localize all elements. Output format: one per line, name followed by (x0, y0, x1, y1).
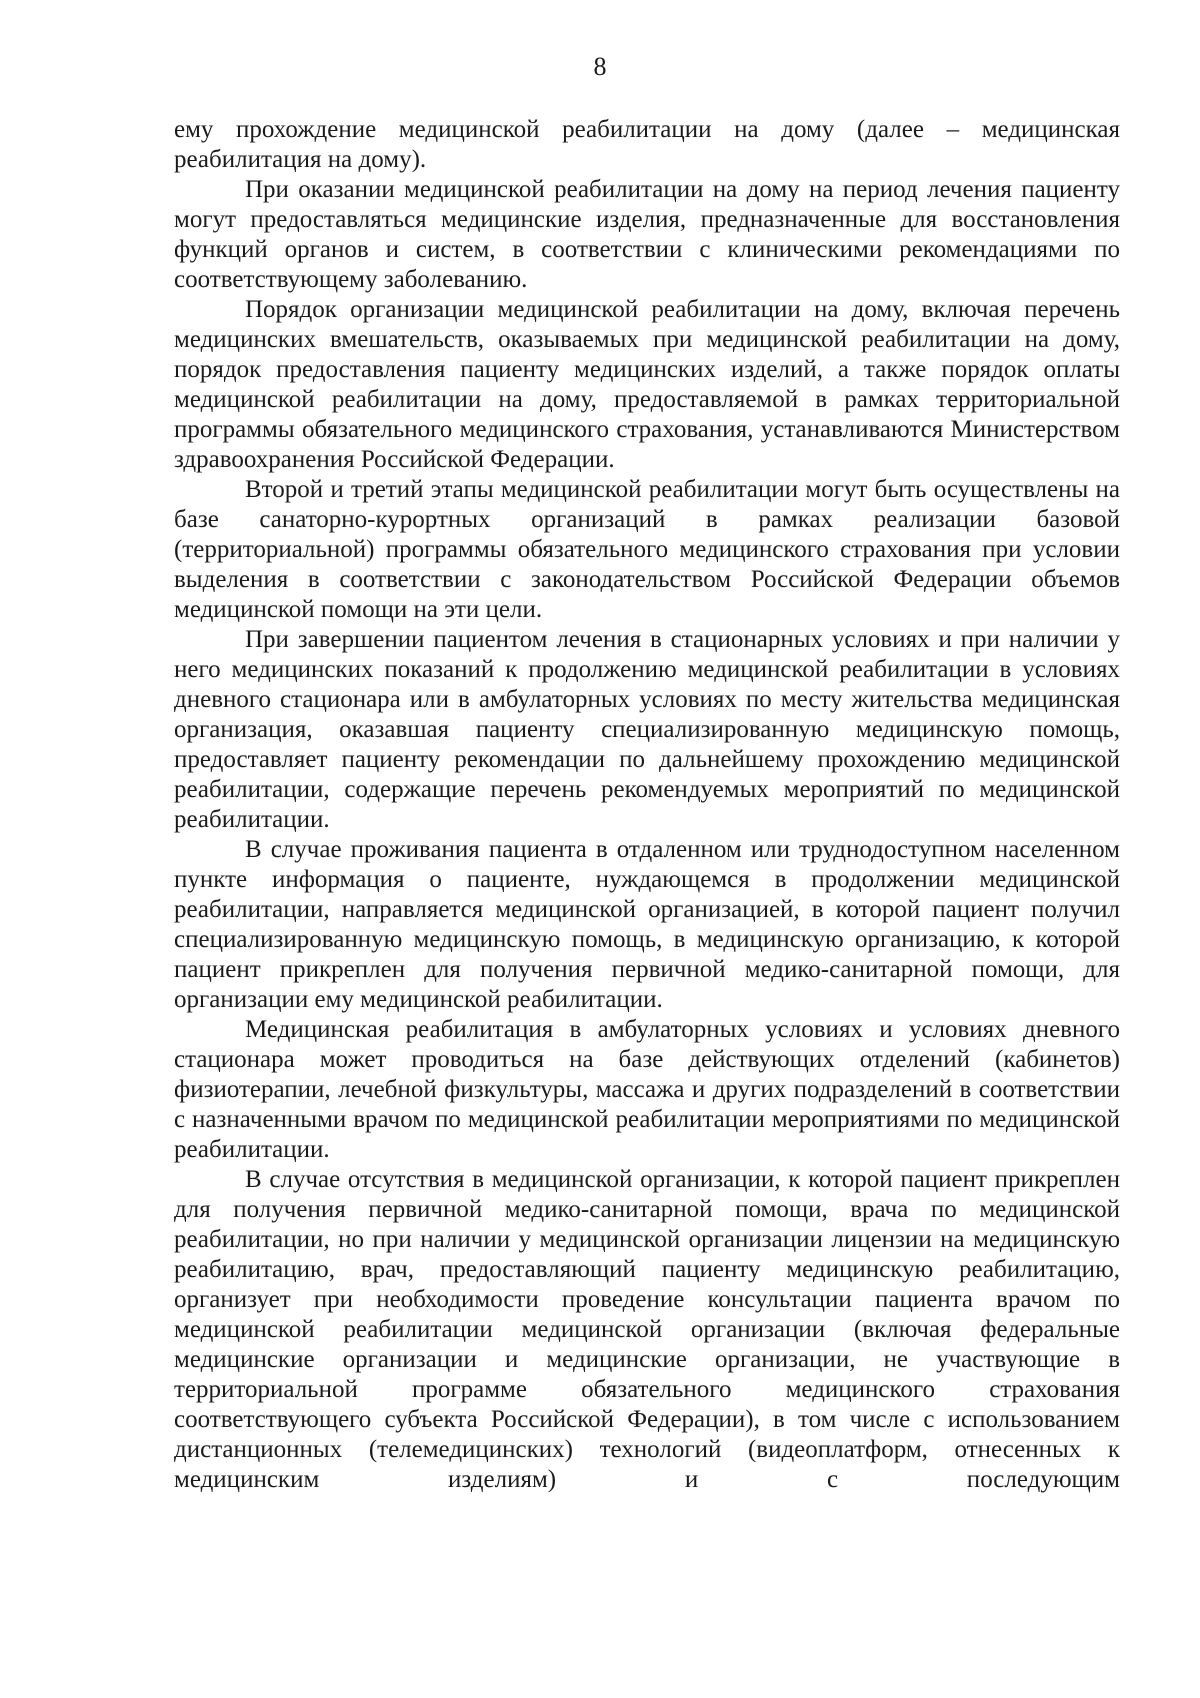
paragraph-sanatorium-stages: Второй и третий этапы медицинской реабилитации могут быть осуществлены на базе санаторно-курортных организаций в рамках реализации базовой (территориальной) программы обязательного медицинского страхования при условии выделения в соответствии с законодательством Российской Федерации объемов медицинской помощи на эти цели. (174, 476, 1120, 623)
paragraph-remote-settlement: В случае проживания пациента в отдаленном или труднодоступном населенном пункте информация о пациенте, нуждающемся в продолжении медицинской реабилитации, направляется медицинской организацией, в которой пациент получил специализированную медицинскую помощь, в медицинскую организацию, к которой пациент прикреплен для получения первичной медико-санитарной помощи, для организации ему медицинской реабилитации. (174, 836, 1120, 1013)
document-body (174, 115, 1120, 1495)
paragraph-outpatient-rehab: Медицинская реабилитация в амбулаторных условиях и условиях дневного стационара может проводиться на базе действующих отделений (кабинетов) физиотерапии, лечебной физкультуры, массажа и других подразделений в соответствии с назначенными врачом по медицинской реабилитации мероприятиями по медицинской реабилитации. (174, 1016, 1120, 1163)
paragraph-medical-devices: При оказании медицинской реабилитации на дому на период лечения пациенту могут предоставляться медицинские изделия, предназначенные для восстановления функций органов и систем, в соответствии с клиническими рекомендациями по соответствующему заболеванию. (174, 176, 1120, 293)
paragraph-discharge-recommendations: При завершении пациентом лечения в стационарных условиях и при наличии у него медицинских показаний к продолжению медицинской реабилитации в условиях дневного стационара или в амбулаторных условиях по месту жительства медицинская организация, оказавшая пациенту специализированную медицинскую помощь, предоставляет пациенту рекомендации по дальнейшему прохождению медицинской реабилитации, содержащие перечень рекомендуемых мероприятий по медицинской реабилитации. (174, 626, 1120, 833)
paragraph-telemedicine-consultation: В случае отсутствия в медицинской организации, к которой пациент прикреплен для получения первичной медико-санитарной помощи, врача по медицинской реабилитации, но при наличии у медицинской организации лицензии на медицинскую реабилитацию, врач, предоставляющий пациенту медицинскую реабилитацию, организует при необходимости проведение консультации пациента врачом по медицинской реабилитации медицинской организации (включая федеральные медицинские организации и медицинские организации, не участвующие в территориальной программе обязательного медицинского страхования соответствующего субъекта Российской Федерации), в том числе с использованием дистанционных (телемедицинских) технологий (видеоплатформ, отнесенных к медицинским изделиям) и с последующим (174, 1166, 1120, 1493)
paragraph-continuation: ему прохождение медицинской реабилитации на дому (далее – медицинская реабилитация на дому). (174, 116, 1120, 173)
paragraph-home-rehab-procedure: Порядок организации медицинской реабилитации на дому, включая перечень медицинских вмешательств, оказываемых при медицинской реабилитации на дому, порядок предоставления пациенту медицинских изделий, а также порядок оплаты медицинской реабилитации на дому, предоставляемой в рамках территориальной программы обязательного медицинского страхования, устанавливаются Министерством здравоохранения Российской Федерации. (174, 296, 1120, 473)
page-number: 8 (593, 52, 607, 81)
